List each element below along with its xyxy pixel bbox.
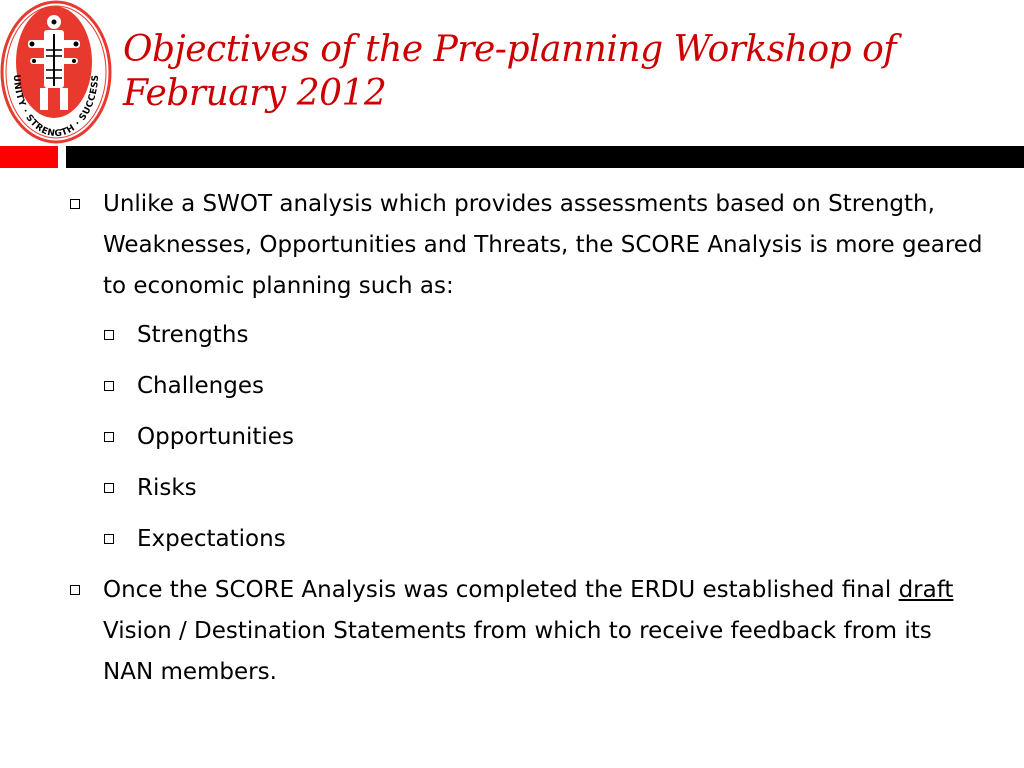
sub-bullet-text: Expectations <box>137 526 286 552</box>
crest-logo-icon <box>0 0 112 144</box>
sub-bullet-text: Strengths <box>137 322 249 348</box>
bullet-text-before: Once the SCORE Analysis was completed the ERDU established final <box>103 577 899 603</box>
logo-motto: UNITY · STRENGTH · SUCCESS <box>10 74 102 140</box>
bullet-text-after: Vision / Destination Statements from which to receive feedback from its NAN members. <box>103 618 932 685</box>
sub-bullet-text: Opportunities <box>137 424 294 450</box>
bullet-item <box>66 570 986 693</box>
bullet-text: Unlike a SWOT analysis which provides assessments based on Strength, Weaknesses, Opportunities and Threats, the SCORE Analysis is more geared to economic planning such as: <box>103 191 983 299</box>
bullet-item <box>66 184 986 307</box>
sub-bullet-text: Risks <box>137 475 197 501</box>
sub-bullet-item <box>66 366 986 407</box>
sub-bullet-item <box>66 468 986 509</box>
sub-bullet-item <box>66 519 986 560</box>
red-divider-bar <box>0 146 58 168</box>
sub-bullet-item <box>66 417 986 458</box>
underlined-word: draft <box>898 577 954 603</box>
sub-bullet-text: Challenges <box>137 373 264 399</box>
hollow-square-icon <box>104 381 114 391</box>
black-divider-bar <box>66 146 1024 168</box>
hollow-square-icon <box>70 199 80 209</box>
hollow-square-icon <box>104 534 114 544</box>
hollow-square-icon <box>104 483 114 493</box>
sub-bullet-item <box>66 315 986 356</box>
slide-content <box>66 184 986 701</box>
hollow-square-icon <box>104 330 114 340</box>
hollow-square-icon <box>104 432 114 442</box>
hollow-square-icon <box>70 585 80 595</box>
slide-title: Objectives of the Pre-planning Workshop of February 2012 <box>123 29 897 114</box>
